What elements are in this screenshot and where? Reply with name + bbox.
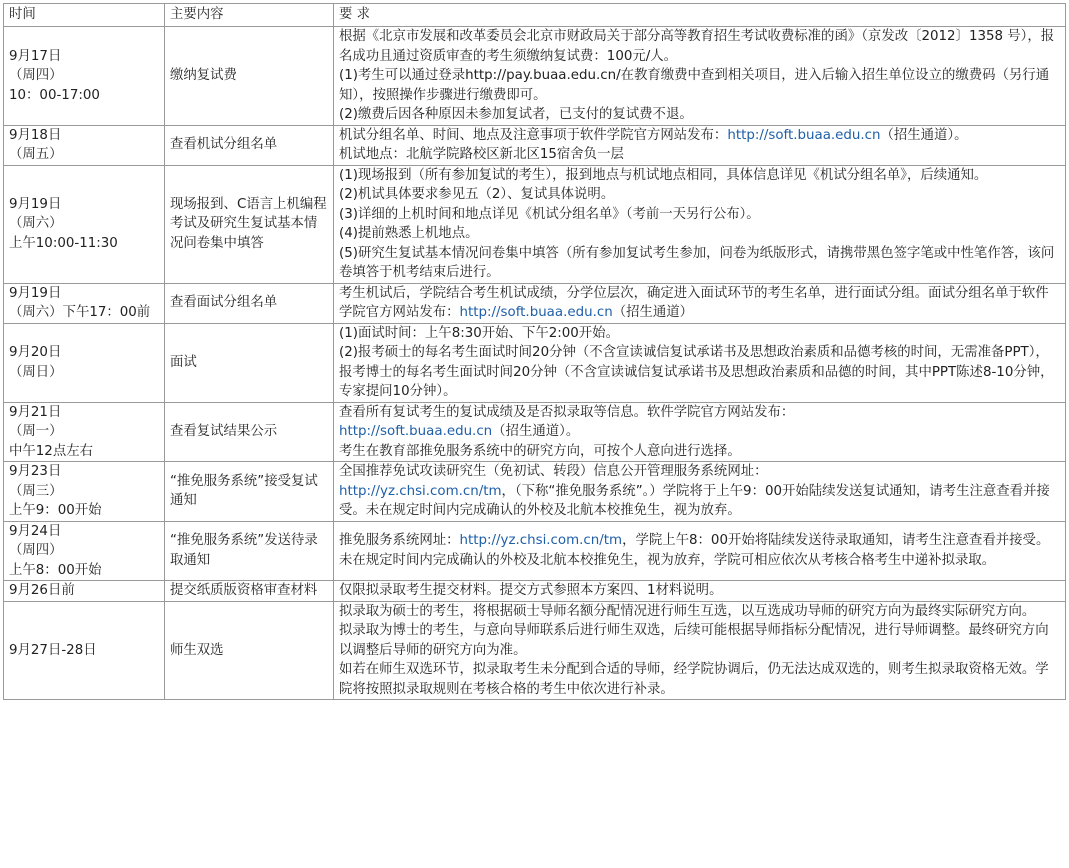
requirement-line [339,126,1060,146]
table-row [4,283,1066,323]
requirement-text: 推免服务系统网址： [339,533,460,549]
time-cell [4,283,165,323]
table-row [4,521,1066,581]
time-line: 10：00-17:00 [9,87,100,103]
time-line: （周四） [9,68,63,83]
requirements-cell [334,27,1066,126]
content-cell: 查看复试结果公示 [165,402,334,462]
time-line: 9月17日 [9,48,62,64]
requirement-line: 考生在教育部推免服务系统中的研究方向，可按个人意向进行选择。 [339,443,741,459]
requirement-line: (1)考生可以通过登录http://pay.buaa.edu.cn/在教育缴费中查到相关项目，进入后输入招生单位设立的缴费码（另行通知），按照操作步骤进行缴费即可。 [339,68,1050,103]
time-line: 9月20日 [9,345,62,360]
requirement-line: 如若在师生双选环节，拟录取考生未分配到合适的导师，经学院协调后，仍无法达成双选的，则考生拟录取资格无效。学院将按照拟录取规则在考核合格的考生中依次进行补录。 [339,662,1049,697]
requirement-line: (1)面试时间：上午8:30开始、下午2:00开始。 [339,325,619,341]
header-time: 时间 [4,4,165,27]
content-cell: 现场报到、C语言上机编程考试及研究生复试基本情况问卷集中填答 [165,165,334,283]
requirements-cell [334,283,1066,323]
requirements-cell [334,601,1066,700]
website-link[interactable]: http://soft.buaa.edu.cn [727,127,881,143]
time-line: （周三） [9,483,63,499]
requirement-line [339,531,1060,570]
requirement-line: 仅限拟录取考生提交材料。提交方式参照本方案四、1材料说明。 [339,583,723,598]
requirements-cell [334,125,1066,165]
table-row [4,462,1066,522]
requirements-cell [334,521,1066,581]
time-line: 9月26日前 [9,583,75,598]
time-line: 9月19日 [9,285,62,301]
requirement-line: (4)提前熟悉上机地点。 [339,226,479,241]
time-cell [4,462,165,522]
time-cell [4,402,165,462]
time-line: 9月23日 [9,464,62,479]
requirement-line [339,284,1060,323]
requirement-line: (5)研究生复试基本情况问卷集中填答（所有参加复试考生参加，问卷为纸版形式，请携带黑色签字笔或中性笔作答，该问卷填答于机考结束后进行。 [339,245,1055,280]
content-cell: 查看面试分组名单 [165,283,334,323]
table-row [4,402,1066,462]
schedule-table [3,3,1066,700]
requirement-line [339,482,1060,521]
requirement-line: 根据《北京市发展和改革委员会北京市财政局关于部分高等教育招生考试收费标准的函》（京发改〔2012〕1358 号），报名成功且通过资质审查的考生须缴纳复试费：100元/人。 [339,29,1055,64]
time-cell [4,521,165,581]
time-cell [4,165,165,283]
table-row [4,601,1066,700]
requirement-text: （招生通道）。 [880,127,968,143]
time-cell [4,323,165,402]
requirement-line: 拟录取为博士的考生，与意向导师联系后进行师生双选，后续可能根据导师指标分配情况，进行导师调整。最终研究方向以调整后导师的研究方向为准。 [339,623,1049,658]
content-cell: 查看机试分组名单 [165,125,334,165]
requirement-text: （招生通道） [612,305,694,320]
requirements-cell [334,581,1066,602]
requirement-line: 全国推荐免试攻读研究生（免初试、转段）信息公开管理服务系统网址： [339,464,768,479]
website-link[interactable]: http://soft.buaa.edu.cn [459,305,613,320]
content-cell: 面试 [165,323,334,402]
requirement-line: (2)缴费后因各种原因未参加复试者，已支付的复试费不退。 [339,107,693,122]
time-cell [4,601,165,700]
time-cell [4,581,165,602]
table-row [4,27,1066,126]
requirements-cell [334,165,1066,283]
requirement-text: 考生机试后，学院结合考生机试成绩，分学位层次，确定进入面试环节的考生名单，进行面试分组。面试分组名单于软件学院官方网站发布： [339,285,1049,320]
time-line: 上午10:00-11:30 [9,235,118,251]
time-line: 9月21日 [9,404,62,420]
header-requirements: 要 求 [334,4,1066,27]
time-line: 9月18日 [9,127,62,143]
requirement-text: （招生通道）。 [492,424,580,439]
content-cell: 缴纳复试费 [165,27,334,126]
time-cell [4,27,165,126]
content-cell: “推免服务系统”发送待录取通知 [165,521,334,581]
requirement-line: (1)现场报到（所有参加复试的考生），报到地点与机试地点相同，具体信息详见《机试分组名单》，后续通知。 [339,167,988,183]
requirements-cell [334,402,1066,462]
website-link[interactable]: http://yz.chsi.com.cn/tm [459,533,623,549]
time-line: 上午8：00开始 [9,562,102,578]
requirements-cell [334,462,1066,522]
requirement-line: (2)报考硕士的每名考生面试时间20分钟（不含宣读诚信复试承诺书及思想政治素质和品德考核的时间，无需准备PPT），报考博士的每名考生面试时间20分钟（不含宣读诚信复试承诺书及思想政治素质和品德的时间，其中PPT陈述8-10分钟，专家提问10分钟）。 [339,345,1054,399]
requirement-text: ，（下称“推免服务系统”。）学院将于上午9：00开始陆续发送复试通知，请考生注意查看并接受。未在规定时间内完成确认的外校及北航本校推免生，视为放弃。 [339,483,1050,518]
table-row [4,125,1066,165]
time-line: 9月27日-28日 [9,642,97,658]
requirement-line: 拟录取为硕士的考生，将根据硕士导师名额分配情况进行师生互选，以互选成功导师的研究方向为最终实际研究方向。 [339,603,1036,619]
time-line: （周六）下午17：00前 [9,305,151,320]
requirement-line: (2)机试具体要求参见五（2）、复试具体说明。 [339,187,615,202]
content-cell: 提交纸质版资格审查材料 [165,581,334,602]
requirement-line: 查看所有复试考生的复试成绩及是否拟录取等信息。软件学院官方网站发布： [339,404,795,420]
table-row [4,581,1066,602]
requirement-line: 机试地点：北航学院路校区新北区15宿舍负一层 [339,147,624,162]
time-line: 9月19日 [9,196,62,212]
time-line: 9月24日 [9,523,62,539]
table-row [4,323,1066,402]
requirement-text: ，学院上午8：00开始将陆续发送待录取通知，请考生注意查看并接受。未在规定时间内完成确认的外校及北航本校推免生，视为放弃，学院可相应依次从考核合格考生中递补拟录取。 [339,533,1050,568]
website-link[interactable]: http://yz.chsi.com.cn/tm [339,483,502,499]
requirements-cell [334,323,1066,402]
header-content: 主要内容 [165,4,334,27]
header-row [4,4,1066,27]
time-line: （周四） [9,543,63,558]
requirement-text: 机试分组名单、时间、地点及注意事项于软件学院官方网站发布： [339,127,728,143]
requirement-line: (3)详细的上机时间和地点详见《机试分组名单》（考前一天另行公布）。 [339,206,760,222]
content-cell: 师生双选 [165,601,334,700]
content-cell: “推免服务系统”接受复试通知 [165,462,334,522]
table-row [4,165,1066,283]
time-line: （周一） [9,424,63,439]
time-line: （周五） [9,147,63,162]
requirement-line [339,422,1060,442]
time-line: （周六） [9,216,63,232]
time-line: （周日） [9,364,63,380]
time-cell [4,125,165,165]
website-link[interactable]: http://soft.buaa.edu.cn [339,424,493,439]
time-line: 中午12点左右 [9,443,93,459]
time-line: 上午9：00开始 [9,503,102,518]
